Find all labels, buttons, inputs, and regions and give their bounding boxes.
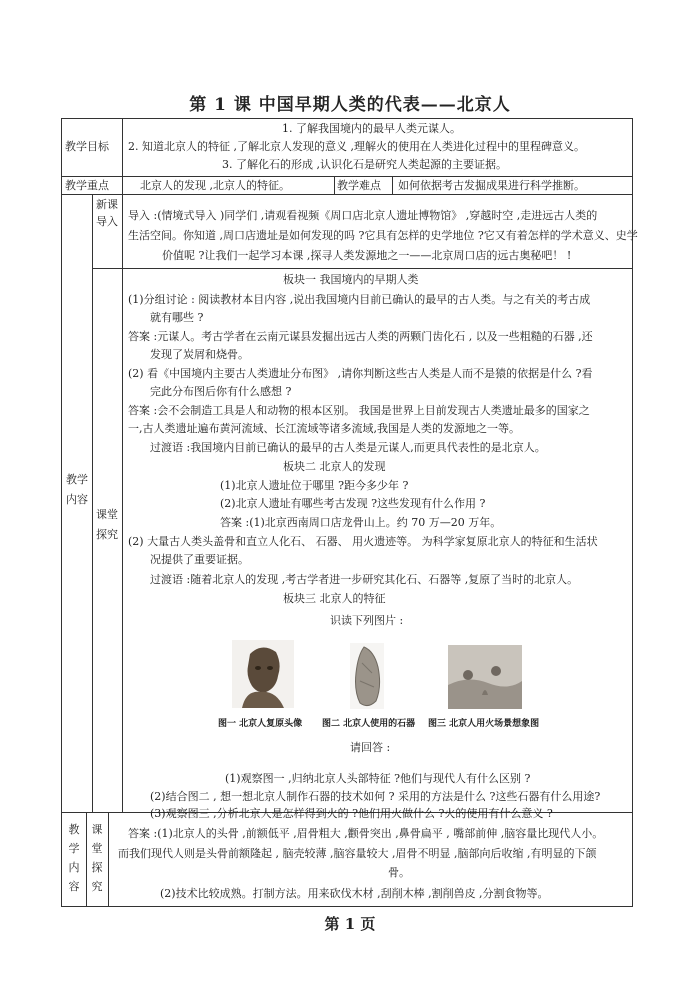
goal-line-3: 3. 了解化石的形成 ,认识化石是研究人类起源的主要证据。 (222, 158, 507, 171)
text-line: 一,古人类遗址遍布黄河流域、长江流域等诸多流域,我国是人类的发源地之一等。 (128, 422, 520, 435)
question-1: (1)观察图一 ,归纳北京人头部特征 ?他们与现代人有什么区别 ? (225, 772, 531, 785)
text-line: 况提供了重要证据。 (150, 553, 249, 566)
bottom-explore-label: 课堂探究 (91, 823, 103, 893)
question-2: (2)结合图二 , 想一想北京人制作石器的技术如何 ? 采用的方法是什么 ?这些石器有什么用途? (150, 790, 601, 803)
text-line: 发现了炭屑和烧骨。 (150, 348, 249, 361)
key-label: 教学重点 (65, 179, 109, 192)
content-label: 教学内容 (66, 473, 88, 506)
goals-label: 教学目标 (65, 140, 109, 153)
stone-tool-figure (350, 643, 384, 709)
section-1-heading: 板块一 我国境内的早期人类 (283, 273, 419, 286)
text-line: 完此分布图后你有什么感想 ? (150, 385, 292, 398)
text-line: (2)北京人遗址有哪些考古发现 ?这些发现有什么作用 ? (220, 497, 486, 510)
text-line: (1)北京人遗址位于哪里 ?距今多少年 ? (220, 479, 409, 492)
explore-label: 课堂探究 (96, 508, 118, 541)
intro-line-3: 价值呢 ?让我们一起学习本课 ,探寻人类发源地之一——北京周口店的远古奥秘吧！ ! (162, 249, 572, 262)
text-line: (2) 大量古人类头盖骨和直立人化石、 石器、 用火遗迹等。 为科学家复原北京人的特征和生活状 (128, 535, 598, 548)
question-3: (3)观察图三 ,分析北京人是怎样得到火的 ?他们用火做什么 ?火的使用有什么意义 ? (150, 807, 553, 820)
text-line: 过渡语 :我国境内目前已确认的最早的古人类是元谋人,而更具代表性的是北京人。 (150, 441, 546, 454)
page-title: 第 1 课 中国早期人类的代表——北京人 (189, 95, 511, 115)
answer-line: 而我们现代人则是头骨前额隆起 , 脑壳较薄 ,脑容量较大 ,眉骨不明显 ,脑部向后收缩 ,有明显的下颌 (118, 847, 597, 860)
text-line: 答案 :会不会制造工具是人和动物的根本区别。 我国是世界上目前发现古人类遗址最多的国家之 (128, 404, 590, 417)
beijing-man-bust-figure (232, 640, 294, 708)
goal-line-1: 1. 了解我国境内的最早人类元谋人。 (282, 122, 461, 135)
text-line: 答案 :元谋人。考古学者在云南元谋县发掘出远古人类的两颗门齿化石 , 以及一些粗糙的石器 ,还 (128, 330, 593, 343)
text-line: 就有哪些 ? (150, 311, 204, 324)
goal-line-2: 2. 知道北京人的特征 ,了解北京人发现的意义 ,理解火的使用在人类进化过程中的里程碑意义。 (128, 140, 585, 153)
difficulty-label: 教学难点 (337, 179, 381, 192)
page-number: 第 1 页 (324, 915, 376, 933)
section-3-heading: 板块三 北京人的特征 (283, 592, 386, 605)
figure-2-caption: 图二 北京人使用的石器 (322, 719, 416, 729)
figure-3-caption: 图三 北京人用火场景想象图 (428, 719, 540, 729)
difficulty-text: 如何依据考古发掘成果进行科学推断。 (398, 179, 585, 192)
text-line: (1)分组讨论 : 阅读教材本目内容 ,说出我国境内目前已确认的最早的古人类。与之有关的考古成 (128, 293, 591, 306)
section-2-heading: 板块二 北京人的发现 (283, 460, 386, 473)
answer-line: 骨。 (388, 866, 410, 879)
intro-label: 新课导入 (96, 198, 118, 228)
key-text: 北京人的发现 ,北京人的特征。 (140, 179, 290, 192)
fire-scene-figure (448, 645, 522, 709)
answer-line: 答案 :(1)北京人的头骨 ,前额低平 ,眉骨粗大 ,颧骨突出 ,鼻骨扁平 , 嘴部前伸 ,脑容量比现代人小。 (128, 827, 604, 840)
text-line: 过渡语 :随着北京人的发现 ,考古学者进一步研究其化石、石器等 ,复原了当时的北京人。 (150, 573, 579, 586)
bottom-content-label: 教学内容 (68, 823, 80, 893)
text-line: 识读下列图片 : (330, 614, 404, 627)
figure-1-caption: 图一 北京人复原头像 (218, 719, 303, 729)
text-line: (2) 看《中国境内主要古人类遗址分布图》 ,请你判断这些古人类是人而不是猿的依据是什么 ?看 (128, 367, 593, 380)
text-line: 答案 :(1)北京西南周口店龙骨山上。约 70 万—20 万年。 (220, 516, 502, 529)
answer-line: (2)技术比较成熟。打制方法。用来砍伐木材 ,刮削木棒 ,割削兽皮 ,分割食物等。 (160, 887, 549, 900)
intro-line-1: 导入 :(情境式导入 )同学们 ,请观看视频《周口店北京人遗址博物馆》 ,穿越时空 ,走进远古人类的 (128, 209, 598, 222)
intro-line-2: 生活空间。你知道 ,周口店遗址是如何发现的吗 ?它具有怎样的史学地位 ?它又有着怎样的学术意义、史学 (128, 229, 638, 242)
text-line: 请回答 : (350, 741, 391, 754)
